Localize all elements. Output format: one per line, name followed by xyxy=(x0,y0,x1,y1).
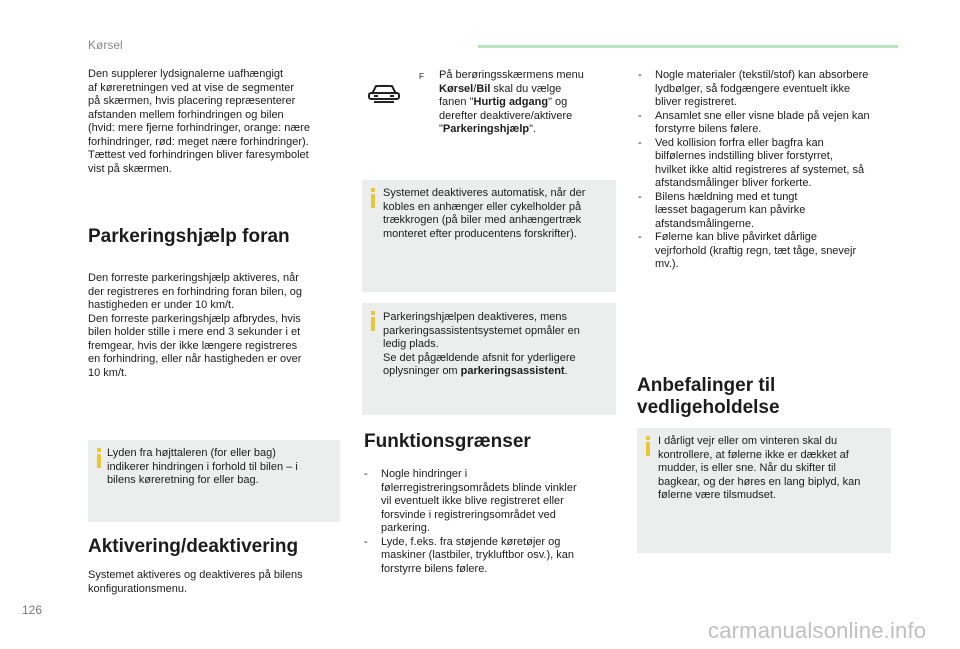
info-icon xyxy=(371,188,375,208)
text-line: Den forreste parkeringshjælp aktiveres, når xyxy=(88,272,299,284)
text-line: ledig plads. xyxy=(383,338,439,350)
info-box-speaker xyxy=(88,440,340,522)
text-line: (hvid: mere fjerne forhindringer, orange: nære xyxy=(88,122,310,134)
text-line: derefter deaktivere/aktivere xyxy=(439,109,573,122)
section-header: Kørsel xyxy=(88,38,123,52)
text-line: af køreretningen ved at vise de segmenter xyxy=(88,81,295,94)
list-item: - Nogle materialer (tekstil/stof) kan absorbere lydbølger, så fodgængere eventuelt ikke bliver registreret. xyxy=(638,69,869,108)
text-line: bilen holder stille i mere end 3 sekunder i et xyxy=(88,326,301,338)
limits-list-continued xyxy=(638,69,898,272)
text-line: Tættest ved forhindringen bliver faresymbolet xyxy=(88,149,309,161)
text-line: bagkear, og der høres en lang biplyd, kan xyxy=(658,475,861,488)
text-line: 10 km/t. xyxy=(88,366,128,379)
intro-paragraph xyxy=(88,68,338,176)
text-line: på skærmen, hvis placering repræsenterer xyxy=(88,95,296,107)
text-line: kontrollere, at følerne ikke er dækket af xyxy=(658,448,849,461)
text-line: Den forreste parkeringshjælp afbrydes, hvis xyxy=(88,312,301,325)
front-parking-heading: Parkeringshjælp foran xyxy=(88,226,290,247)
text-line: monteret efter producentens forskrifter). xyxy=(383,227,577,240)
text-line: Kørsel/Bil skal du vælge xyxy=(439,82,562,95)
text-line: indikerer hindringen i forhold til bilen – i xyxy=(107,460,298,473)
info-box-trailer xyxy=(362,180,616,292)
header-rule xyxy=(478,45,898,48)
activation-paragraph xyxy=(88,569,338,596)
menu-instruction xyxy=(439,69,609,137)
text-line: I dårligt vejr eller om vinteren skal du xyxy=(658,435,838,447)
text-line: mudder, is eller sne. Når du skifter til xyxy=(658,462,836,474)
maintenance-heading xyxy=(637,375,780,419)
text-line: trækkrogen (på biler med anhængertræk xyxy=(383,214,582,226)
text-line: Se det pågældende afsnit for yderligere xyxy=(383,351,576,364)
page-number: 126 xyxy=(22,603,43,617)
step-arrow-icon: F xyxy=(419,72,424,81)
text-line: Systemet deaktiveres automatisk, når der xyxy=(383,187,586,199)
text-line: "Parkeringshjælp". xyxy=(439,123,537,135)
text-line: kobles en anhænger eller cykelholder på xyxy=(383,200,582,213)
list-item: - Nogle hindringer i følerregistreringsområdets blinde vinkler vil eventuelt ikke blive registreret eller forsvinde i registreringsområdet ved parkering. xyxy=(364,468,577,534)
text-line: afstanden mellem forhindringen og bilen xyxy=(88,108,284,121)
heading-line: vedligeholdelse xyxy=(637,397,780,418)
text-line: hastigheden er under 10 km/t. xyxy=(88,299,235,311)
text-line: konfigurationsmenu. xyxy=(88,582,188,595)
text-line: følerne være tilsmudset. xyxy=(658,489,776,501)
list-dash: - xyxy=(364,535,368,548)
heading-line: Anbefalinger til xyxy=(637,375,776,396)
limits-heading: Funktionsgrænser xyxy=(364,431,531,452)
info-icon xyxy=(371,311,375,331)
info-icon xyxy=(97,448,101,468)
front-parking-paragraph xyxy=(88,272,338,380)
list-item: - Lyde, f.eks. fra støjende køretøjer og maskiner (lastbiler, trykluftbor osv.), kan forstyrre bilens følere. xyxy=(364,535,574,575)
text-line: Lyden fra højttaleren (for eller bag) xyxy=(107,447,276,459)
list-item: - Ved kollision forfra eller bagfra kan bilfølernes indstilling bliver forstyrret, hvilket ikke altid registreres af systemet, så afstandsmålinger bliver forkerte. xyxy=(638,136,865,189)
list-item: - Følerne kan blive påvirket dårlige vejrforhold (kraftig regn, tæt tåge, snevejr mv.). xyxy=(638,231,857,270)
info-box-maintenance xyxy=(637,428,891,553)
limits-list xyxy=(364,468,614,576)
list-dash: - xyxy=(364,468,368,480)
text-line: Systemet aktiveres og deaktiveres på bilens xyxy=(88,569,303,581)
text-line: parkeringsassistentsystemet opmåler en xyxy=(383,324,580,337)
list-item: - Bilens hældning med et tungt læsset bagagerum kan påvirke afstandsmålingerne. xyxy=(638,190,806,230)
activation-heading: Aktivering/deaktivering xyxy=(88,536,299,557)
text-line: På berøringsskærmens menu xyxy=(439,69,584,81)
list-item: - Ansamlet sne eller visne blade på vejen kan forstyrre bilens følere. xyxy=(638,109,870,135)
text-line: bilens køreretning for eller bag. xyxy=(107,474,259,486)
text-line: vist på skærmen. xyxy=(88,162,172,175)
text-line: forhindringer, rød: meget nære forhindringer). xyxy=(88,135,309,148)
info-icon xyxy=(646,436,650,456)
text-line: Parkeringshjælpen deaktiveres, mens xyxy=(383,311,568,323)
text-line: fanen "Hurtig adgang" og xyxy=(439,96,568,108)
text-line: der registreres en forhindring foran bilen, og xyxy=(88,285,303,298)
text-line: fremgear, hvis der ikke længere registreres xyxy=(88,339,298,352)
car-settings-icon xyxy=(366,80,402,104)
watermark: carmanualsonline.info xyxy=(708,618,927,643)
info-box-park-assist xyxy=(362,303,616,415)
text-line: oplysninger om parkeringsassistent. xyxy=(383,365,568,377)
text-line: en forhindring, eller når hastigheden er over xyxy=(88,353,302,365)
text-line: Den supplerer lydsignalerne uafhængigt xyxy=(88,68,284,80)
